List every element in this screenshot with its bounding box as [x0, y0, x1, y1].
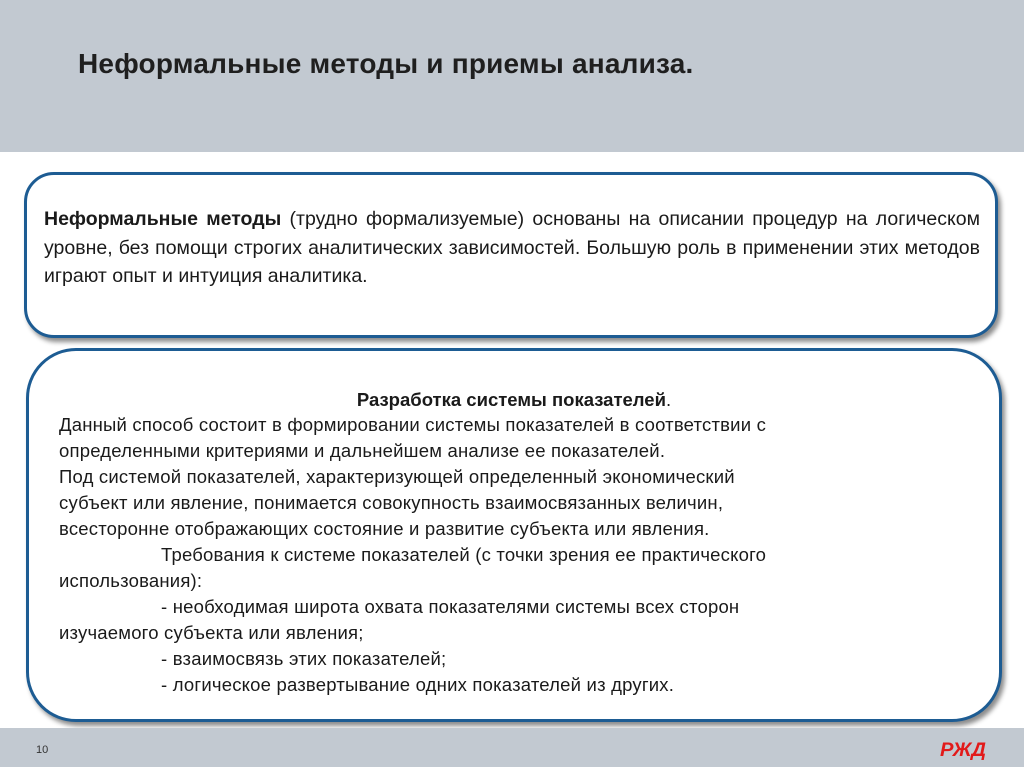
body-line: субъект или явление, понимается совокупность взаимосвязанных величин,	[59, 492, 724, 513]
indicators-heading	[29, 389, 999, 411]
body-line: - логическое развертывание одних показателей из других.	[161, 674, 675, 695]
body-line: - взаимосвязь этих показателей;	[161, 648, 447, 669]
definition-body: (трудно формализуемые) основаны на описании процедур на логическом уровне, без помощи строгих аналитических зависимостей. Большую роль в применении этих методов играют опыт и интуиция аналитика.	[44, 208, 981, 287]
body-line: определенными критериями и дальнейшем анализе ее показателей.	[59, 440, 666, 461]
body-line: использования):	[59, 570, 203, 591]
body-line: Требования к системе показателей (с точки зрения ее практического	[161, 544, 767, 565]
indicators-heading-label: Разработка системы показателей	[356, 389, 666, 410]
slide-title: Неформальные методы и приемы анализа.	[78, 48, 694, 79]
rzd-logo-icon	[938, 738, 990, 760]
definition-text	[44, 205, 980, 291]
body-line: всесторонне отображающих состояние и развитие субъекта или явления.	[59, 518, 710, 539]
indicators-body	[59, 412, 989, 698]
body-line: изучаемого субъекта или явления;	[59, 622, 364, 643]
definition-card	[24, 172, 998, 338]
svg-text:РЖД: РЖД	[940, 740, 987, 760]
body-line: Под системой показателей, характеризующей определенный экономический	[59, 466, 735, 487]
definition-term: Неформальные методы	[44, 208, 282, 230]
slide-footer	[0, 728, 1024, 767]
body-line: Данный способ состоит в формировании системы показателей в соответствии с	[59, 414, 767, 435]
page-number: 10	[36, 744, 49, 756]
indicators-heading-dot: .	[665, 389, 672, 410]
body-line: - необходимая широта охвата показателями системы всех сторон	[161, 596, 740, 617]
indicators-card	[26, 348, 1002, 722]
